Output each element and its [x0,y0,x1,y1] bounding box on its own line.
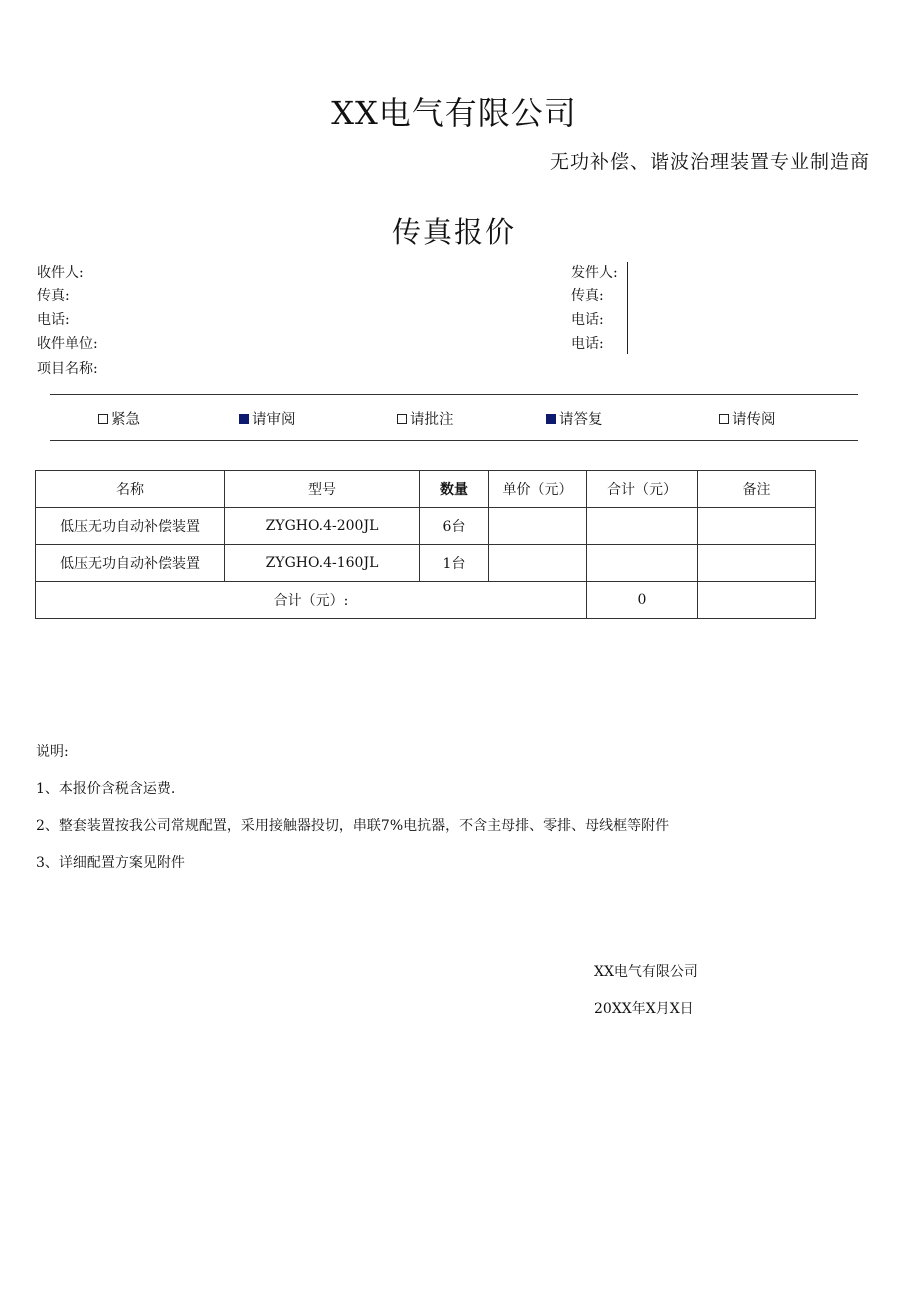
checkbox-icon [397,414,407,424]
option-circulate[interactable] [719,408,776,429]
cell-price [489,545,587,582]
header-note: 备注 [698,471,816,508]
options-bottom-rule [50,440,858,441]
sender-fax-label: 传真: [571,288,604,304]
checkbox-icon [98,414,108,424]
option-label: 紧急 [111,412,140,428]
note-item: 2、整套装置按我公司常规配置，采用接触器投切，串联7%电抗器，不含主母排、零排、母线框等附件 [36,818,670,834]
note-item: 1、本报价含税含运费. [36,781,176,797]
header-unit-price: 单价（元） [489,471,587,508]
sender-divider [627,262,628,354]
table-sum-row [36,582,816,619]
option-label: 请答复 [559,412,603,428]
note-item: 3、详细配置方案见附件 [36,855,185,871]
option-label: 请批注 [410,412,454,428]
header-qty: 数量 [420,471,489,508]
receiver-unit-label: 收件单位: [37,336,98,352]
cell-name: 低压无功自动补偿装置 [36,508,225,545]
cell-model: ZYGHO.4-200JL [225,508,420,545]
sum-value: 0 [587,582,698,619]
cell-qty: 6台 [420,508,489,545]
table-row [36,545,816,582]
option-review[interactable] [239,408,296,429]
option-label: 请审阅 [252,412,296,428]
table-row [36,508,816,545]
cell-model: ZYGHO.4-160JL [225,545,420,582]
signature-company: XX电气有限公司 [594,964,698,980]
quotation-table [35,470,816,619]
option-reply[interactable] [546,408,603,429]
cell-qty: 1台 [420,545,489,582]
document-title: 传真报价 [391,215,516,249]
cell-name: 低压无功自动补偿装置 [36,545,225,582]
options-top-rule [50,394,858,395]
notes-title: 说明: [36,744,69,760]
project-name-label: 项目名称: [37,361,98,377]
cell-price [489,508,587,545]
company-subtitle: 无功补偿、谐波治理装置专业制造商 [549,151,870,173]
header-model: 型号 [225,471,420,508]
sender-label: 发件人: [571,265,618,281]
table-header-row [36,471,816,508]
sum-note [698,582,816,619]
cell-total [587,508,698,545]
receiver-label: 收件人: [37,265,84,281]
sender-phone2-label: 电话: [571,336,604,352]
signature-date: 20XX年X月X日 [594,1001,694,1017]
option-comment[interactable] [397,408,454,429]
header-total: 合计（元） [587,471,698,508]
sender-phone-label: 电话: [571,312,604,328]
sum-label: 合计（元）: [36,582,587,619]
option-label: 请传阅 [732,412,776,428]
cell-total [587,545,698,582]
company-title: XX电气有限公司 [331,94,577,132]
option-urgent[interactable] [98,408,140,429]
receiver-phone-label: 电话: [37,312,70,328]
header-name: 名称 [36,471,225,508]
checkbox-checked-icon [239,414,249,424]
receiver-fax-label: 传真: [37,288,70,304]
cell-note [698,508,816,545]
checkbox-icon [719,414,729,424]
cell-note [698,545,816,582]
checkbox-checked-icon [546,414,556,424]
